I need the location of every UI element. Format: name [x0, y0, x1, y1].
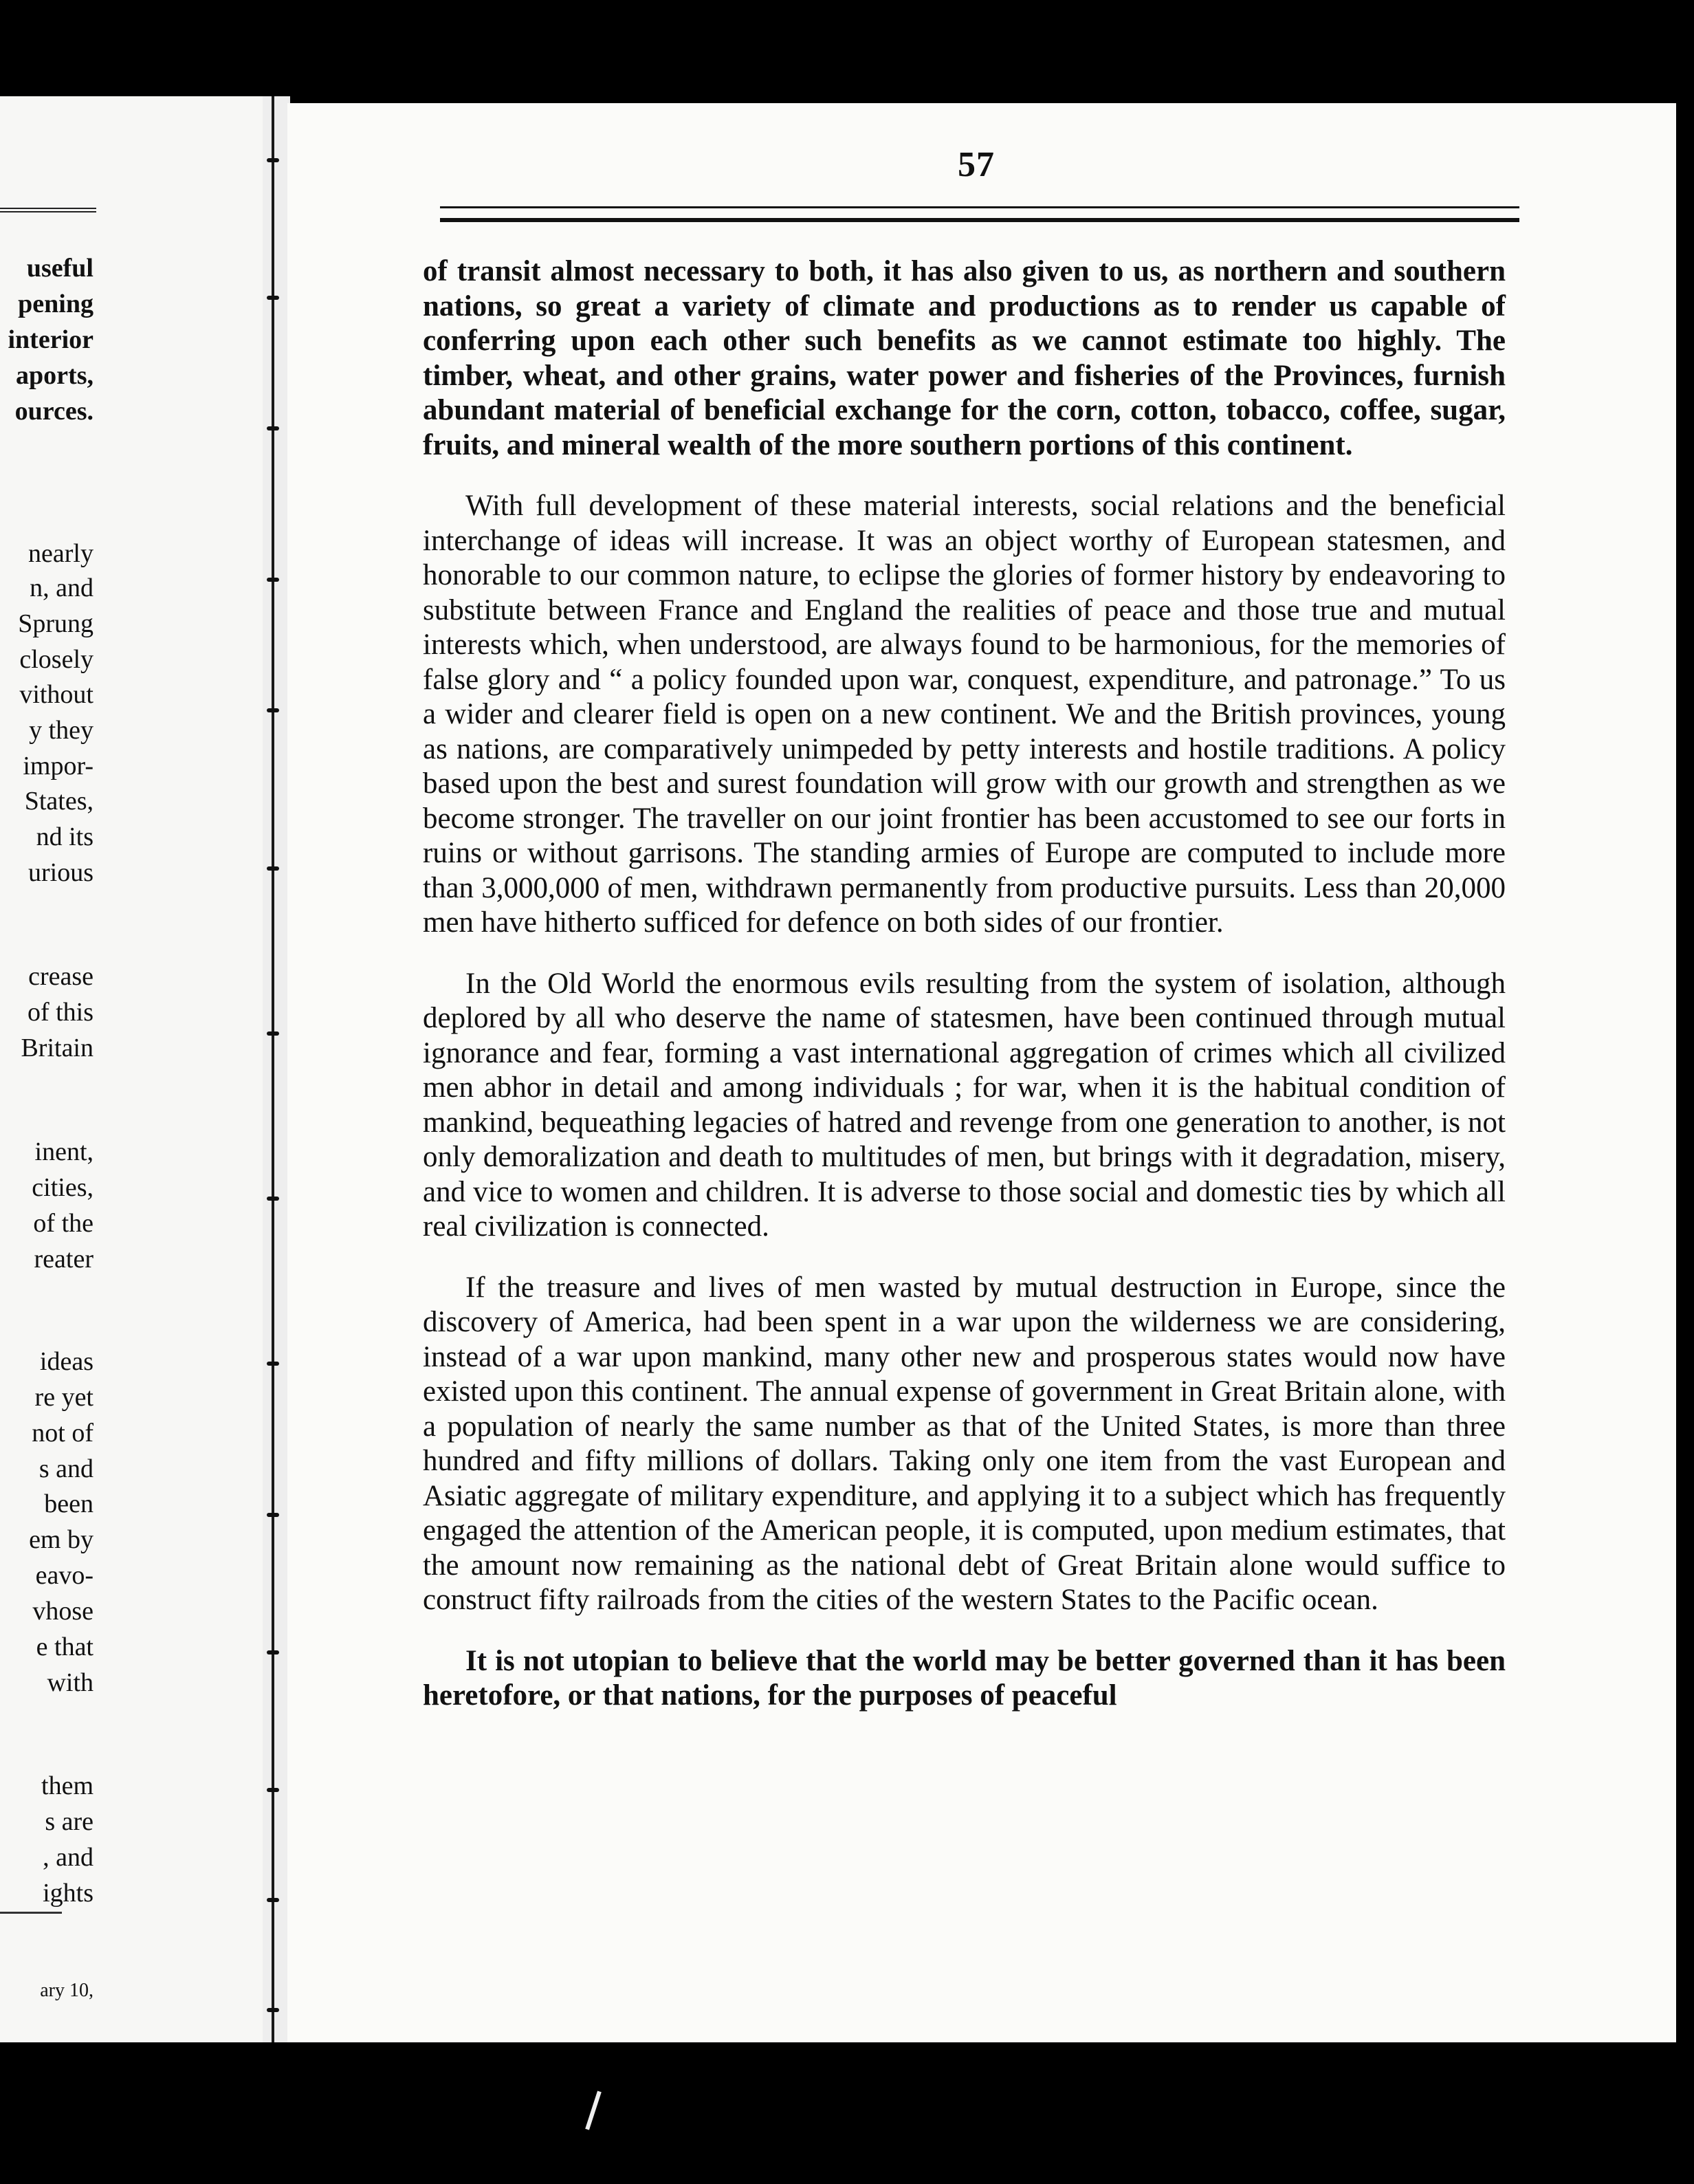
left-page-fragment: n, and	[30, 574, 94, 602]
left-page-fragment: aports,	[16, 361, 94, 390]
left-page-fragment: with	[47, 1668, 94, 1697]
left-page-fragment: vhose	[32, 1597, 94, 1626]
stitch-mark	[267, 866, 279, 871]
stitch-mark	[267, 426, 279, 430]
left-page-fragment: nd its	[36, 822, 94, 851]
left-page-fragment: pening	[18, 290, 94, 318]
left-page-fragment: ary 10,	[40, 1980, 94, 2001]
page-number: 57	[958, 145, 995, 184]
stitch-mark	[267, 1197, 279, 1201]
left-page-fragment: closely	[19, 645, 94, 674]
left-page-fragment: y they	[29, 716, 94, 745]
left-page-fragment: s are	[45, 1807, 94, 1836]
page-body	[423, 254, 1506, 1740]
left-page-fragment: useful	[26, 254, 94, 283]
header-rule	[440, 206, 1519, 222]
left-page-fragment: interior	[8, 325, 94, 354]
left-page-fragment: been	[44, 1489, 94, 1518]
left-page-fragment: crease	[28, 962, 94, 991]
left-page-fragment: reater	[34, 1245, 94, 1274]
left-page-header-rule	[0, 208, 96, 212]
left-page-fragment: them	[41, 1771, 94, 1800]
stitch-mark	[267, 1362, 279, 1366]
left-page-fragment: of this	[27, 998, 94, 1027]
paragraph-1: of transit almost necessary to both, it has also given to us, as northern and southern nations, so great a variety of climate and productions as to render us capable of conferring upon each other such benefits as we cannot estimate too highly. The timber, wheat, and other grains, water power and fisheries of the Provinces, furnish abundant material of beneficial exchange for the corn, cotton, tobacco, coffee, sugar, fruits, and mineral wealth of the more southern portions of this continent.	[423, 255, 1506, 461]
paragraph-5: It is not utopian to believe that the world may be better governed than it has been heretofore, or that nations, for the purposes of peaceful	[423, 1644, 1506, 1712]
left-page-fragment: s and	[38, 1454, 94, 1483]
stitch-mark	[267, 1788, 279, 1792]
stitch-mark	[267, 158, 279, 162]
left-page-footer-rule	[0, 1912, 62, 1914]
left-page-fragment: States,	[24, 787, 94, 816]
left-page-fragment: nearly	[28, 539, 94, 568]
stitch-mark	[267, 708, 279, 712]
left-page-fragment: ources.	[14, 397, 94, 426]
paragraph-3: In the Old World the enormous evils resulting from the system of isolation, although deplored by all who deserve the name of statesmen, have been continued through mutual ignorance and fear, forming a vast international aggregation of crimes which all civilized men abhor in detail and among individuals ; for war, when it is the habitual condition of mankind, bequeathing legacies of hatred and revenge from one generation to another, is not only demoralization and death to multitudes of men, but brings with it degradation, misery, and vice to women and children. It is adverse to those social and domestic ties by which all real civilization is connected.	[423, 967, 1506, 1243]
left-page-fragment: vithout	[19, 680, 94, 709]
paragraph-4: If the treasure and lives of men wasted by mutual destruction in Europe, since the discovery of America, had been spent in a war upon the wilderness we are considering, instead of a war upon mankind, many other new and prosperous states would now have existed upon this continent. The annual expense of government in Great Britain alone, with a population of nearly the same number as that of the United States, is more than three hundred and fifty millions of dollars. Taking only one item from the vast European and Asiatic aggregate of military expenditure, and applying it to a subject which has frequently engaged the attention of the American people, it is computed, upon medium estimates, that the amount now remaining as the national debt of Great Britain alone would suffice to construct fifty railroads from the cities of the western States to the Pacific ocean.	[423, 1271, 1506, 1616]
left-page-fragment: ights	[43, 1879, 94, 1908]
left-page-fragment: , and	[43, 1843, 94, 1872]
stitch-mark	[267, 296, 279, 300]
left-page-fragment: not of	[32, 1419, 94, 1448]
stitch-mark	[267, 2008, 279, 2012]
paragraph-2: With full development of these material interests, social relations and the beneficial interchange of ideas will increase. It was an object worthy of European statesmen, and honorable to our common nature, to eclipse the glories of former history by endeavoring to substitute between France and England the realities of peace and those true and mutual interests which, when understood, are always found to be harmonious, for the memories of false glory and “ a policy founded upon war, conquest, expenditure, and patronage.” To us a wider and clearer field is open on a new continent. We and the British provinces, young as nations, are comparatively unimpeded by petty interests and hostile traditions. A policy based upon the best and surest foundation will grow with our growth and strengthen as we become stronger. The traveller on our joint frontier has been accustomed to see our forts in ruins or without garrisons. The standing armies of Europe are computed to include more than 3,000,000 of men, withdrawn permanently from productive pursuits. Less than 20,000 men have hitherto sufficed for defence on both sides of our frontier.	[423, 490, 1506, 939]
book-gutter	[263, 96, 290, 2042]
spine-line	[272, 96, 274, 2042]
left-page-fragment: ideas	[39, 1347, 94, 1376]
left-page-fragment: cities,	[32, 1173, 94, 1202]
stitch-mark	[267, 578, 279, 582]
stitch-mark	[267, 1898, 279, 1902]
left-page-fragment: inent,	[34, 1137, 94, 1166]
left-page-fragment: eavo-	[35, 1561, 94, 1590]
stitch-mark	[267, 1031, 279, 1036]
left-page-fragment: of the	[33, 1209, 94, 1238]
left-page-fragment: urious	[28, 858, 94, 887]
left-page-fragment: Sprung	[18, 609, 94, 638]
left-page-fragment: Britain	[21, 1034, 94, 1062]
left-page-fragment: em by	[29, 1525, 94, 1554]
stitch-mark	[267, 1650, 279, 1655]
left-page-fragment: e that	[36, 1632, 94, 1661]
stitch-mark	[267, 1513, 279, 1517]
left-page-fragment: re yet	[34, 1383, 94, 1412]
left-page-fragment: impor-	[23, 752, 94, 780]
